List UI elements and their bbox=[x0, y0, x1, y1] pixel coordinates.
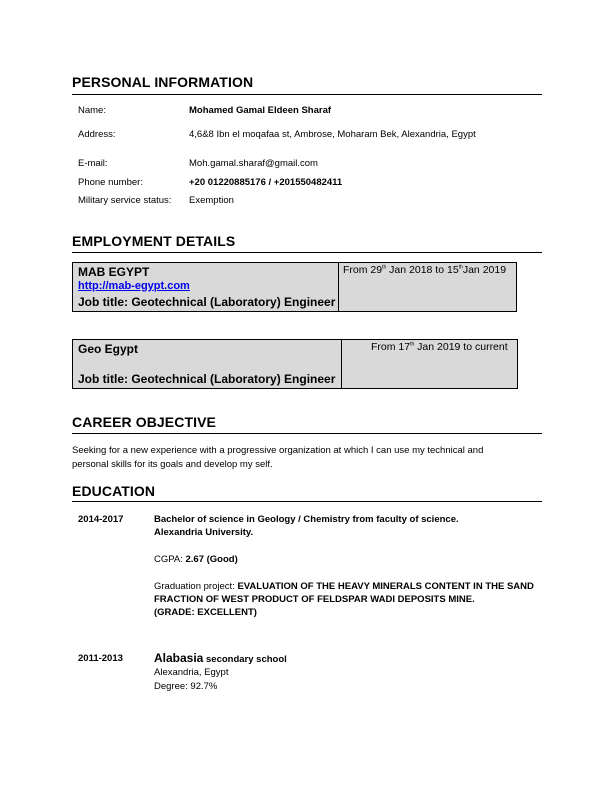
education-rule bbox=[72, 501, 542, 502]
military-value: Exemption bbox=[189, 195, 234, 206]
edu-grade: (GRADE: EXCELLENT) bbox=[154, 607, 257, 618]
phone-label: Phone number: bbox=[78, 177, 143, 188]
objective-line-1: Seeking for a new experience with a progressive organization at which I can use my technical and bbox=[72, 445, 484, 456]
edu-degree-score: Degree: 92.7% bbox=[154, 681, 218, 692]
email-value: Moh.gamal.sharaf@gmail.com bbox=[189, 158, 318, 169]
name-label: Name: bbox=[78, 105, 106, 116]
job-dates: From 29th Jan 2018 to 15thJan 2019 bbox=[343, 264, 507, 276]
edu-years: 2011-2013 bbox=[78, 653, 123, 664]
address-value: 4,6&8 Ibn el moqafaa st, Ambrose, Moharam Bek, Alexandria, Egypt bbox=[189, 129, 476, 140]
edu-school: Alabasia secondary school bbox=[154, 651, 287, 665]
edu-project-line-2: FRACTION OF WEST PRODUCT OF FELDSPAR WADI DEPOSITS MINE. bbox=[154, 594, 475, 605]
job-box-geo bbox=[72, 339, 518, 389]
military-label: Military service status: bbox=[78, 195, 172, 206]
phone-value: +20 01220885176 / +201550482411 bbox=[189, 177, 343, 188]
job-title: Job title: Geotechnical (Laboratory) Engineer bbox=[78, 372, 336, 386]
edu-cgpa: CGPA: 2.67 (Good) bbox=[154, 554, 238, 565]
job-title: Job title: Geotechnical (Laboratory) Engineer bbox=[78, 295, 336, 309]
employment-rule bbox=[72, 252, 542, 253]
objective-heading: CAREER OBJECTIVE bbox=[72, 414, 216, 430]
education-heading: EDUCATION bbox=[72, 483, 156, 499]
address-label: Address: bbox=[78, 129, 116, 140]
edu-project-line-1: Graduation project: EVALUATION OF THE HEAVY MINERALS CONTENT IN THE SAND bbox=[154, 581, 534, 592]
company-link[interactable]: http://mab-egypt.com bbox=[78, 280, 190, 292]
objective-line-2: personal skills for its goals and develop my self. bbox=[72, 459, 273, 470]
job-dates: From 17th Jan 2019 to current bbox=[371, 341, 508, 353]
email-label: E-mail: bbox=[78, 158, 108, 169]
edu-years: 2014-2017 bbox=[78, 514, 124, 525]
edu-degree: Bachelor of science in Geology / Chemistry from faculty of science. bbox=[154, 514, 459, 525]
employment-heading: EMPLOYMENT DETAILS bbox=[72, 233, 236, 249]
personal-info-rule bbox=[72, 94, 542, 95]
objective-rule bbox=[72, 433, 542, 434]
edu-university: Alexandria University. bbox=[154, 527, 254, 538]
job-box-divider bbox=[338, 263, 339, 311]
company-name: MAB EGYPT bbox=[78, 265, 150, 279]
name-value: Mohamed Gamal Eldeen Sharaf bbox=[189, 105, 332, 116]
edu-location: Alexandria, Egypt bbox=[154, 667, 229, 678]
job-box-mab bbox=[72, 262, 517, 312]
company-name: Geo Egypt bbox=[78, 342, 139, 356]
job-box-divider bbox=[341, 340, 342, 388]
personal-info-heading: PERSONAL INFORMATION bbox=[72, 74, 254, 90]
